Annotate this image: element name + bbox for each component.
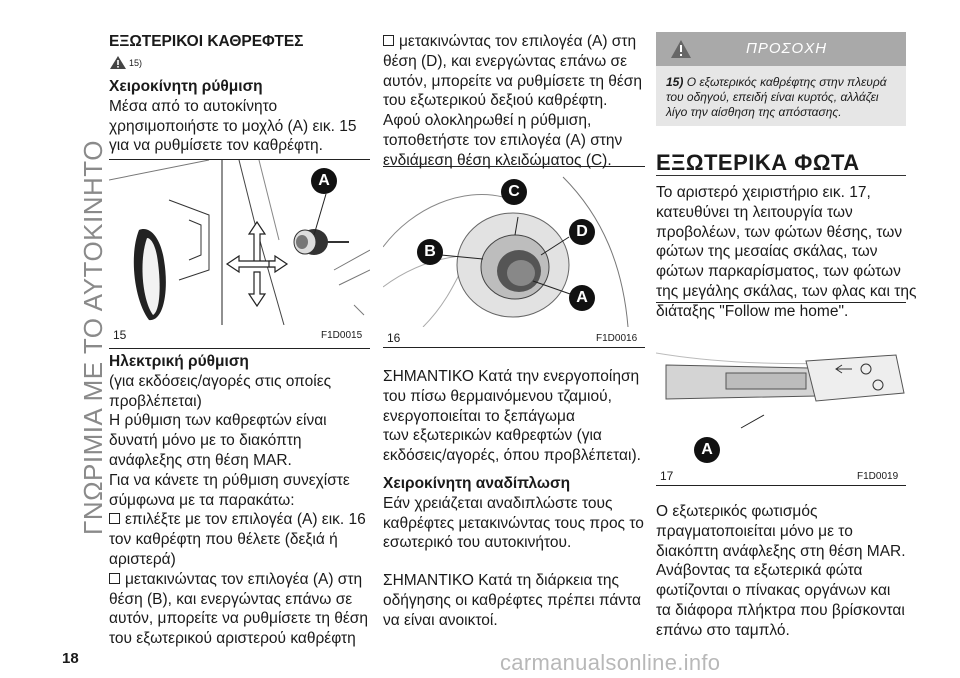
label-d-badge: D — [569, 219, 595, 245]
text-line: φώτων της μεσαίας σκάλας, των — [656, 243, 878, 261]
text-line: προβολέων, των φώτων θέσης, των — [656, 223, 903, 241]
text-line: διάταξης "Follow me home". — [656, 302, 849, 320]
side-chapter-title: ΓΝΩΡΙΜΙΑ ΜΕ ΤΟ ΑΥΤΟΚΙΝΗΤΟ — [78, 140, 108, 535]
para-manual-3: για να ρυθμίσετε τον καθρέφτη. — [109, 137, 323, 155]
label-c-badge: C — [501, 179, 527, 205]
warning-triangle-icon — [109, 55, 127, 70]
text-line: Ο εξωτερικός φωτισμός — [656, 503, 818, 520]
text-line: Αφού ολοκληρωθεί η ρύθμιση, — [383, 112, 592, 130]
checkbox-bullet-icon — [383, 35, 394, 46]
column-2 — [383, 32, 645, 171]
label-a-badge: A — [569, 285, 595, 311]
text-line: ενεργοποιείται το ξεπάγωμα — [383, 407, 575, 425]
warning-box — [656, 32, 906, 126]
figure-16 — [383, 166, 645, 348]
text-line: επάνω στο ταμπλό. — [656, 621, 790, 639]
figure-code: F1D0016 — [596, 333, 638, 344]
text-line: τα διάφορα πλήκτρα που βρίσκονται — [656, 601, 905, 619]
text-line: κατευθύνει τη λειτουργία των — [656, 203, 853, 221]
text-line: οδήγησης οι καθρέφτες πρέπει πάντα — [383, 591, 641, 609]
figure-number: 15 — [113, 328, 127, 342]
text-line: του πίσω θερμαινόμενου τζαμιού, — [383, 387, 612, 405]
checkbox-bullet-icon — [109, 513, 120, 524]
figure-17 — [656, 302, 906, 486]
text-line: προβλέπεται) — [109, 392, 202, 410]
warning-triangle-icon — [670, 39, 692, 59]
page-number: 18 — [62, 650, 79, 667]
text-line: των εξωτερικών καθρεφτών (για — [383, 427, 602, 445]
warning-header — [656, 32, 906, 66]
label-b-badge: B — [417, 239, 443, 265]
watermark-text: carmanualsonline.info — [500, 650, 721, 675]
bullet-select-mirror: επιλέξτε με τον επιλογέα (A) εικ. 16 — [109, 510, 371, 530]
figure-number: 17 — [660, 469, 674, 483]
warning-text: 15) Ο εξωτερικός καθρέφτης στην πλευρά του οδηγού, επειδή είναι κυρτός, αλλάζει λίγο την αίσθηση της απόστασης. — [666, 75, 887, 119]
figure-code: F1D0019 — [857, 471, 899, 482]
column-1 — [109, 32, 369, 52]
text-line: φώτων παρκαρίσματος, των φώτων — [656, 263, 901, 281]
text-line: του εξωτερικού αριστερού καθρέφτη — [109, 630, 356, 648]
light-stalk-illustration — [656, 303, 906, 465]
label-a-badge: A — [311, 168, 337, 194]
label-a-badge: A — [694, 437, 720, 463]
heading-exterior-mirrors: ΕΞΩΤΕΡΙΚΟΙ ΚΑΘΡΕΦΤΕΣ — [109, 33, 304, 50]
text-line: σύμφωνα με τα παρακάτω: — [109, 491, 295, 509]
section-divider — [656, 175, 906, 176]
text-line: δυνατή μόνο με το διακόπτη — [109, 432, 302, 450]
text-line: ανάφλεξης στη θέση MAR. — [109, 451, 292, 469]
text-line: θέση (B), και ενεργώντας επάνω σε — [109, 590, 353, 608]
text-line: θέση (D), και ενεργώντας επάνω σε — [383, 52, 628, 70]
bullet-left-mirror: μετακινώντας τον επιλογέα (A) στη — [109, 570, 371, 590]
text-line: αριστερά) — [109, 550, 176, 568]
section-title-exterior-lights: ΕΞΩΤΕΡΙΚΑ ΦΩΤΑ — [656, 150, 860, 175]
text-line: Ανάβοντας τα εξωτερικά φώτα — [656, 562, 863, 580]
bullet-right-mirror: μετακινώντας τον επιλογέα (A) στη — [383, 32, 645, 52]
sub-manual-folding: Χειροκίνητη αναδίπλωση — [383, 474, 571, 492]
text-line: Εάν χρειάζεται αναδιπλώστε τους — [383, 494, 613, 512]
text-line: ΣΗΜΑΝΤΙΚΟ Κατά τη διάρκεια της — [383, 572, 619, 590]
text-line: καθρέφτες μετακινώντας τους προς το — [383, 514, 644, 532]
para-manual-1: Μέσα από το αυτοκίνητο — [109, 97, 278, 115]
sub-manual-adjust: Χειροκίνητη ρύθμιση — [109, 78, 263, 95]
text-line: αυτόν, μπορείτε να ρυθμίσετε τη θέση — [383, 72, 642, 90]
text-line: τοποθετήστε τον επιλογέα (A) στην — [383, 131, 623, 149]
text-line: εσωτερικό του αυτοκινήτου. — [383, 534, 572, 552]
text-line: τον καθρέφτη που θέλετε (δεξιά ή — [109, 531, 338, 549]
text-line: πραγματοποιείται μόνο με το — [656, 522, 853, 540]
figure-code: F1D0015 — [321, 330, 363, 341]
text-line: Η ρύθμιση των καθρεφτών είναι — [109, 412, 327, 430]
text-line: εκδόσεις/αγορές, όπου προβλέπεται). — [383, 447, 641, 465]
text-line: της μεγάλης σκάλας, των φλας και της — [656, 282, 917, 300]
para-manual-2: χρησιμοποιήστε το μοχλό (A) εικ. 15 — [109, 117, 357, 135]
text-line: Το αριστερό χειριστήριο εικ. 17, — [656, 184, 871, 201]
text-line: (για εκδόσεις/αγορές στις οποίες — [109, 372, 332, 390]
text-line: ενδιάμεση θέση κλειδώματος (C). — [383, 151, 612, 169]
checkbox-bullet-icon — [109, 573, 120, 584]
text-line: του εξωτερικού δεξιού καθρέφτη. — [383, 92, 608, 110]
figure-number: 16 — [387, 331, 401, 345]
text-line: φωτίζονται ο πίνακας οργάνων και — [656, 582, 891, 600]
sub-electric-adjust: Ηλεκτρική ρύθμιση — [109, 353, 249, 370]
text-line: ΣΗΜΑΝΤΙΚΟ Κατά την ενεργοποίηση — [383, 368, 640, 385]
text-line: αυτόν, μπορείτε να ρυθμίσετε τη θέση — [109, 610, 368, 628]
figure-15 — [109, 159, 370, 349]
text-line: να είναι ανοικτοί. — [383, 611, 498, 629]
warning-title: ΠΡΟΣΟΧΗ — [746, 40, 828, 57]
text-line: Για να κάνετε τη ρύθμιση συνεχίστε — [109, 471, 350, 489]
text-line: διακόπτη ανάφλεξης στη θέση MAR. — [656, 542, 906, 560]
